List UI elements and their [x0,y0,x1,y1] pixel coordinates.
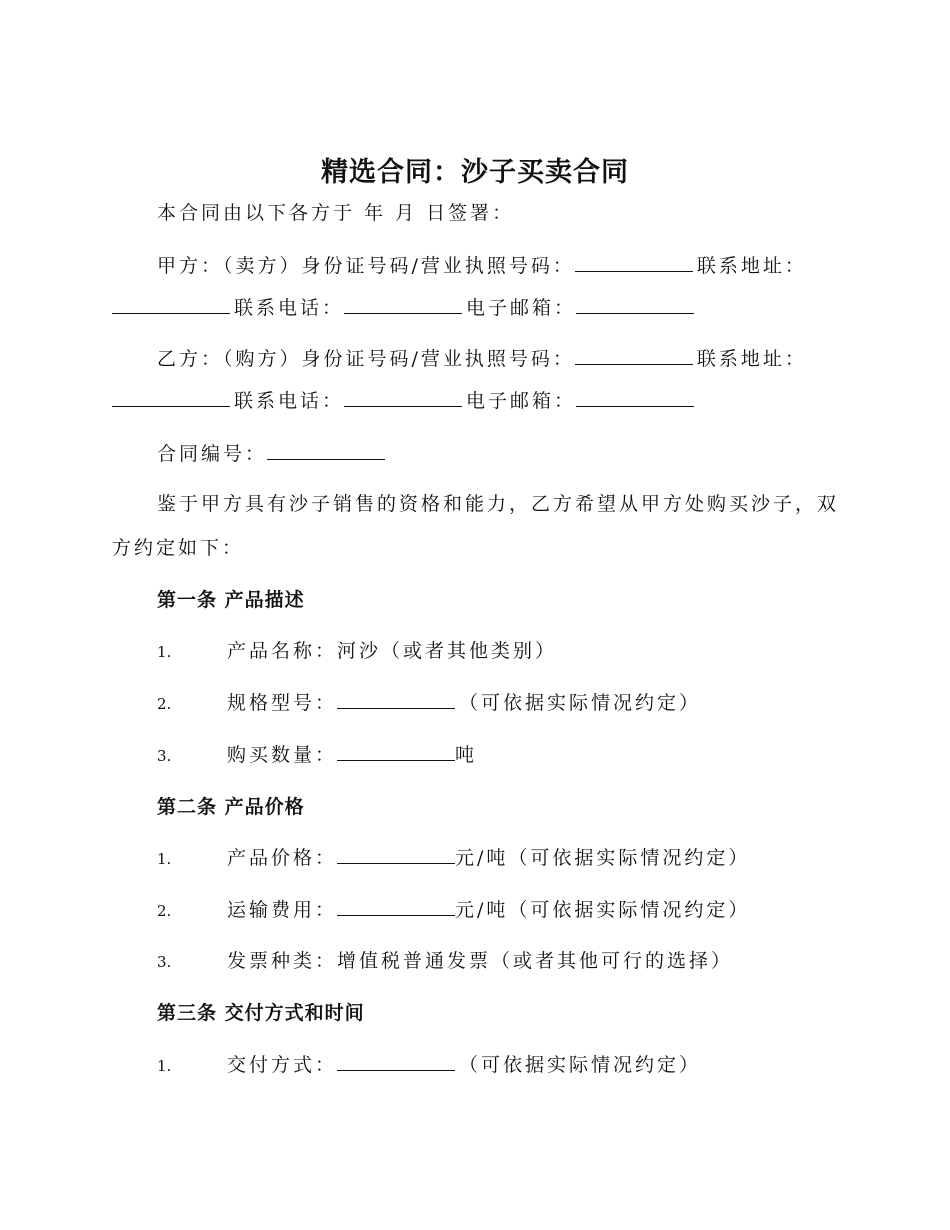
party-a-line-1 [157,251,887,278]
party-b-address-label: 联系地址： [696,348,807,370]
party-b-line-1 [157,344,887,371]
item-label: 发票种类：增值税普通发票（或者其他可行的选择） [227,950,734,972]
article-2-heading: 第二条 产品价格 [157,796,305,818]
blank-line [576,295,694,314]
item-number: 2. [157,695,172,713]
intro-line: 本合同由以下各方于 年 月 日签署： [157,202,515,224]
party-b-email-label: 电子邮箱： [466,390,577,412]
recital-line-1: 鉴于甲方具有沙子销售的资格和能力，乙方希望从甲方处购买沙子，双 [157,493,840,515]
blank-line [337,690,455,709]
blank-line [344,388,462,407]
item-suffix: （可依据实际情况约定） [459,1054,702,1076]
party-a-lead: 甲方：（卖方）身份证号码/营业执照号码： [157,255,575,277]
item-label: 购买数量： [227,744,338,766]
item-label: 产品名称：河沙（或者其他类别） [227,640,558,662]
item-label: 交付方式： [227,1054,338,1076]
blank-line [575,346,693,365]
item-label: 产品价格： [227,847,338,869]
blank-line [344,295,462,314]
article-1-item-3 [157,740,477,767]
blank-line [337,897,455,916]
blank-line [267,441,385,460]
item-number: 1. [157,1057,172,1075]
blank-line [576,388,694,407]
item-label: 规格型号： [227,692,338,714]
recital-line-2: 方约定如下： [112,537,245,559]
article-1-item-2 [157,688,701,715]
article-2-item-1 [157,843,750,870]
article-1-heading: 第一条 产品描述 [157,589,305,611]
article-3-heading: 第三条 交付方式和时间 [157,1002,365,1024]
item-suffix: 元/吨（可依据实际情况约定） [455,899,751,921]
blank-line [337,845,455,864]
article-1-item-1 [157,636,557,663]
party-b-line-2 [112,386,842,413]
party-b-phone-label: 联系电话： [234,390,345,412]
blank-line [575,253,693,272]
party-a-address-label: 联系地址： [696,255,807,277]
item-number: 2. [157,902,172,920]
contract-number-label: 合同编号： [157,443,268,465]
blank-line [337,1052,455,1071]
blank-line [337,742,455,761]
article-2-item-3 [157,946,733,973]
blank-line [112,388,230,407]
party-a-phone-label: 联系电话： [234,297,345,319]
item-number: 3. [157,747,172,765]
blank-line [112,295,230,314]
article-3-item-1 [157,1050,701,1077]
contract-number-line [157,439,887,466]
item-number: 3. [157,953,172,971]
item-suffix: 元/吨（可依据实际情况约定） [455,847,751,869]
page-title: 精选合同：沙子买卖合同 [321,157,629,188]
party-b-lead: 乙方：（购方）身份证号码/营业执照号码： [157,348,575,370]
party-a-line-2 [112,293,842,320]
item-label: 运输费用： [227,899,338,921]
item-suffix: 吨 [455,744,478,766]
item-suffix: （可依据实际情况约定） [459,692,702,714]
article-2-item-2 [157,895,750,922]
item-number: 1. [157,643,172,661]
party-a-email-label: 电子邮箱： [466,297,577,319]
item-number: 1. [157,850,172,868]
